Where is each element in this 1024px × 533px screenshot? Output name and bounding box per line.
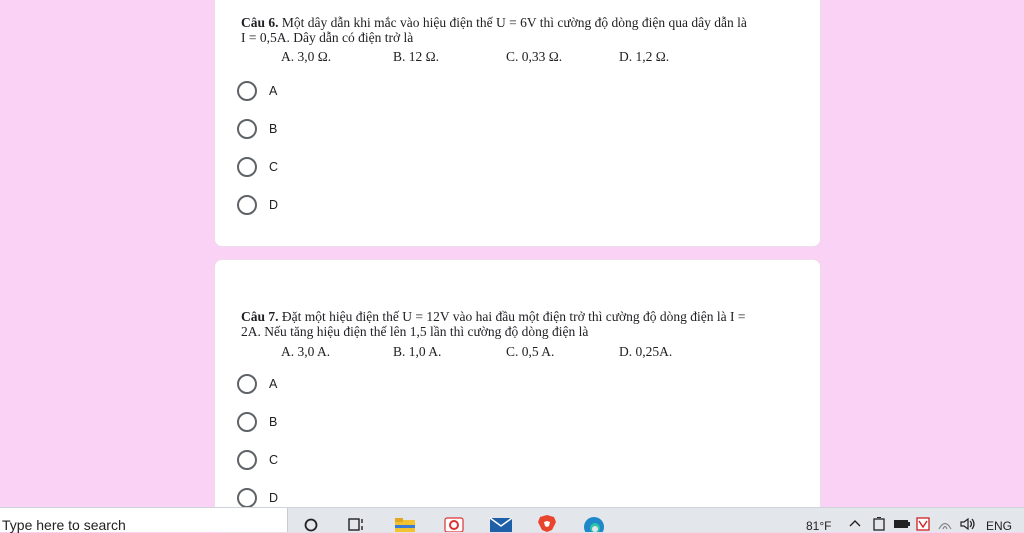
wifi-icon[interactable]	[938, 518, 952, 530]
answer-choices	[241, 49, 801, 64]
question-card-7	[214, 259, 821, 533]
radio-button[interactable]	[237, 450, 257, 470]
option-label: C	[269, 453, 279, 467]
question-number: Câu 6.	[241, 15, 279, 30]
question-card-6	[214, 0, 821, 247]
taskbar-search-box[interactable]	[0, 508, 288, 532]
option-b[interactable]	[237, 118, 277, 140]
file-explorer-icon[interactable]	[394, 517, 416, 532]
weather-temperature[interactable]: 81°F	[806, 519, 832, 533]
task-view-icon[interactable]	[348, 517, 366, 532]
volume-icon[interactable]	[960, 518, 976, 530]
search-placeholder: Type here to search	[2, 517, 126, 533]
option-a[interactable]	[237, 80, 277, 102]
option-b[interactable]	[237, 411, 277, 433]
choice-text-b: B. 12 Ω.	[393, 49, 440, 64]
choice-text-d: D. 1,2 Ω.	[619, 49, 670, 64]
question-line-2: 2A. Nếu tăng hiệu điện thế lên 1,5 lần thì cường độ dòng điện là	[241, 324, 589, 339]
option-label: B	[269, 122, 278, 136]
option-label: C	[269, 160, 279, 174]
option-d[interactable]	[237, 487, 278, 509]
brave-icon[interactable]	[537, 515, 557, 532]
option-d[interactable]	[237, 194, 278, 216]
question-line-2: I = 0,5A. Dây dẫn có điện trở là	[241, 30, 414, 45]
answer-choices	[241, 344, 801, 359]
choice-text-a: A. 3,0 A.	[281, 344, 331, 359]
radio-button[interactable]	[237, 412, 257, 432]
chevron-up-icon[interactable]	[849, 519, 861, 527]
app-icon[interactable]	[444, 517, 464, 532]
option-label: B	[269, 415, 278, 429]
radio-button[interactable]	[237, 157, 257, 177]
battery-icon[interactable]	[894, 519, 910, 529]
option-c[interactable]	[237, 156, 278, 178]
choice-text-b: B. 1,0 A.	[393, 344, 442, 359]
edge-icon[interactable]	[583, 516, 605, 532]
choice-text-d: D. 0,25A.	[619, 344, 673, 359]
option-label: D	[269, 491, 279, 505]
search-icon[interactable]	[304, 518, 318, 532]
question-number: Câu 7.	[241, 309, 279, 324]
option-label: A	[269, 84, 278, 98]
choice-text-c: C. 0,33 Ω.	[506, 49, 563, 64]
question-text	[241, 309, 801, 339]
question-line-1: Đặt một hiệu điện thế U = 12V vào hai đầu một điện trở thì cường độ dòng điện là I =	[278, 309, 746, 324]
option-c[interactable]	[237, 449, 278, 471]
app-tray-icon[interactable]	[916, 517, 930, 531]
choice-text-a: A. 3,0 Ω.	[281, 49, 332, 64]
network-icon[interactable]	[872, 517, 886, 531]
choice-text-c: C. 0,5 A.	[506, 344, 555, 359]
option-label: A	[269, 377, 278, 391]
mail-icon[interactable]	[489, 517, 513, 532]
option-a[interactable]	[237, 373, 277, 395]
radio-button[interactable]	[237, 374, 257, 394]
taskbar	[0, 507, 1024, 532]
radio-button[interactable]	[237, 119, 257, 139]
option-label: D	[269, 198, 279, 212]
question-line-1: Một dây dẫn khi mắc vào hiệu điện thế U = 6V thì cường độ dòng điện qua dây dẫn là	[278, 15, 747, 30]
radio-button[interactable]	[237, 488, 257, 508]
question-text	[241, 15, 801, 45]
language-indicator[interactable]: ENG	[986, 519, 1013, 533]
radio-button[interactable]	[237, 195, 257, 215]
radio-button[interactable]	[237, 81, 257, 101]
